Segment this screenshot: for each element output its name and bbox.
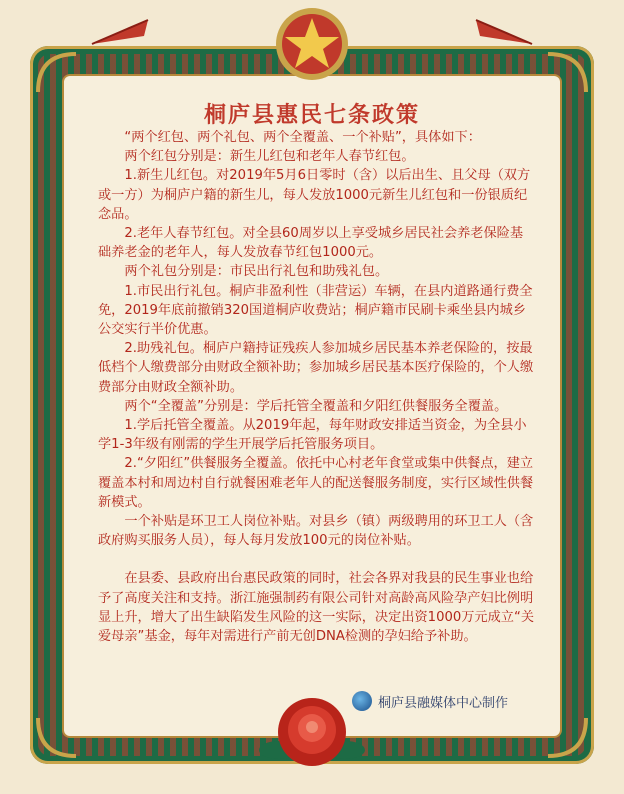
paragraph-intro: “两个红包、两个礼包、两个全覆盖、一个补贴”，具体如下： (124, 130, 481, 145)
red-peony-icon (257, 680, 367, 772)
paragraph-red-envelopes: 两个红包分别是：新生儿红包和老年人春节红包。 (124, 149, 415, 165)
paragraph-newborn: 1.新生儿红包。对2019年5月6日零时（含）以后出生、且父母（双方或一方）为桐庐户籍的新生儿，每人发放1000元新生儿红包和一份银质纪念品。 (98, 168, 531, 222)
paragraph-disability: 2.助残礼包。桐庐户籍持证残疾人参加城乡居民基本养老保险的，按最低档个人缴费部分由财政全额补助；参加城乡居民基本医疗保险的，个人缴费部分由财政全额补助。 (98, 341, 534, 395)
red-flag-left-icon (90, 18, 150, 46)
paragraph-after-school: 1.学后托管全覆盖。从2019年起，每年财政安排适当资金，为全县小学1-3年级有刚需的学生开展学后托管服务项目。 (98, 418, 527, 453)
paragraph-meal-service: 2.“夕阳红”供餐服务全覆盖。依托中心村老年食堂或集中供餐点，建立覆盖本村和周边村自行就餐困难老年人的配送餐服务制度，实行区域性供餐新模式。 (98, 456, 534, 510)
red-flag-right-icon (474, 18, 534, 46)
paragraph-gift-packs: 两个礼包分别是：市民出行礼包和助残礼包。 (124, 264, 389, 280)
page-title: 桐庐县惠民七条政策 (203, 103, 420, 128)
paragraph-subsidy: 一个补贴是环卫工人岗位补贴。对县乡（镇）两级聘用的环卫工人（含政府购买服务人员），每人每月发放100元的岗位补贴。 (98, 514, 534, 549)
credit-line (352, 690, 508, 712)
paragraph-fund: 在县委、县政府出台惠民政策的同时，社会各界对我县的民生事业也给予了高度关注和支持。浙江施强制药有限公司针对高龄高风险孕产妇比例明显上升，增大了出生缺陷发生风险的这一实际，决定出资1000万元成立“关爱母亲”基金，每年对需进行产前无创DNA检测的孕妇给予补助。 (98, 571, 535, 645)
red-star-emblem-icon (272, 4, 352, 84)
paragraph-elderly: 2.老年人春节红包。对全县60周岁以上享受城乡居民社会养老保险基础养老金的老年人，每人发放春节红包1000元。 (98, 226, 524, 261)
paragraph-coverage: 两个“全覆盖”分别是：学后托管全覆盖和夕阳红供餐服务全覆盖。 (124, 398, 508, 414)
policy-text (98, 128, 534, 646)
credit-text: 桐庐县融媒体中心制作 (378, 695, 509, 711)
paragraph-travel: 1.市民出行礼包。桐庐非盈利性（非营运）车辆，在县内道路通行费全免，2019年底前撤销320国道桐庐收费站；桐庐籍市民刷卡乘坐县内城乡公交实行半价优惠。 (98, 283, 533, 338)
